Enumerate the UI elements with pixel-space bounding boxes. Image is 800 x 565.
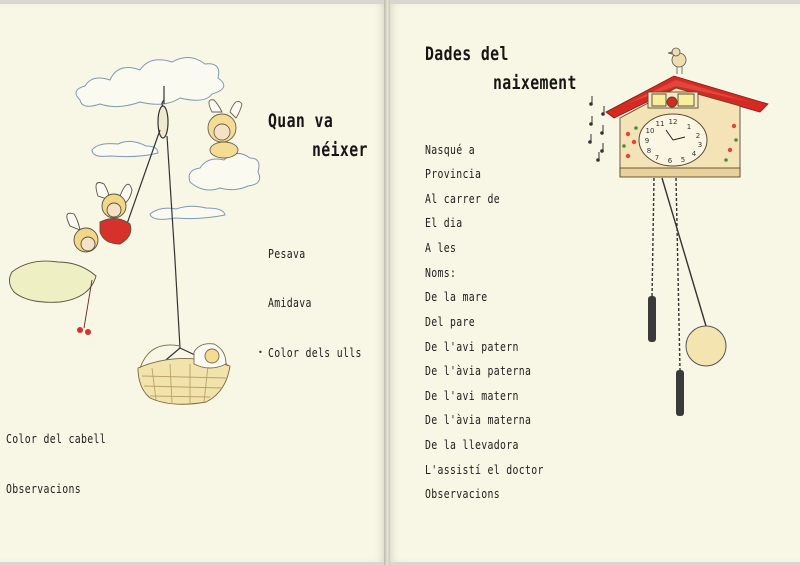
field-label-eye-color: Color dels ulls [268, 346, 362, 360]
right-heading-line1: Dades del [425, 43, 509, 65]
field-label-mother: De la mare [425, 290, 488, 304]
svg-text:8: 8 [646, 147, 652, 155]
bullet-dot: • [258, 348, 263, 357]
svg-text:5: 5 [680, 156, 686, 164]
svg-text:12: 12 [668, 118, 678, 126]
svg-text:4: 4 [691, 150, 697, 158]
field-label-hair-color: Color del cabell [6, 432, 107, 446]
svg-text:3: 3 [697, 141, 703, 149]
field-label-street: Al carrer de [425, 192, 501, 206]
svg-text:10: 10 [645, 127, 655, 135]
field-label-observations-right: Observacions [425, 487, 501, 501]
field-label-doctor: L'assistí el doctor [425, 463, 544, 477]
svg-text:7: 7 [654, 154, 660, 162]
left-heading-line1: Quan va [268, 110, 334, 132]
music-notes-icon [588, 96, 605, 162]
right-heading-line2: naixement [493, 72, 577, 94]
svg-text:2: 2 [695, 132, 701, 140]
svg-text:1: 1 [686, 123, 692, 131]
field-label-province: Provincia [425, 167, 482, 181]
field-label-paternal-grandmother: De l'àvia paterna [425, 364, 532, 378]
field-label-paternal-grandfather: De l'avi patern [425, 340, 519, 354]
field-label-day: El dia [425, 216, 463, 230]
field-label-names: Noms: [425, 266, 457, 280]
field-label-midwife: De la llevadora [425, 438, 519, 452]
svg-text:9: 9 [644, 137, 650, 145]
field-label-father: Del pare [425, 315, 476, 329]
field-label-time: A les [425, 241, 457, 255]
field-label-observations-left: Observacions [6, 482, 82, 496]
field-label-height: Amidava [268, 296, 312, 310]
svg-text:6: 6 [667, 157, 673, 165]
field-label-born-in: Nasqué a [425, 143, 476, 157]
field-label-weight: Pesava [268, 247, 306, 261]
field-label-maternal-grandmother: De l'àvia materna [425, 413, 532, 427]
svg-text:11: 11 [655, 120, 665, 128]
field-label-maternal-grandfather: De l'avi matern [425, 389, 519, 403]
left-heading-line2: néixer [312, 139, 368, 161]
